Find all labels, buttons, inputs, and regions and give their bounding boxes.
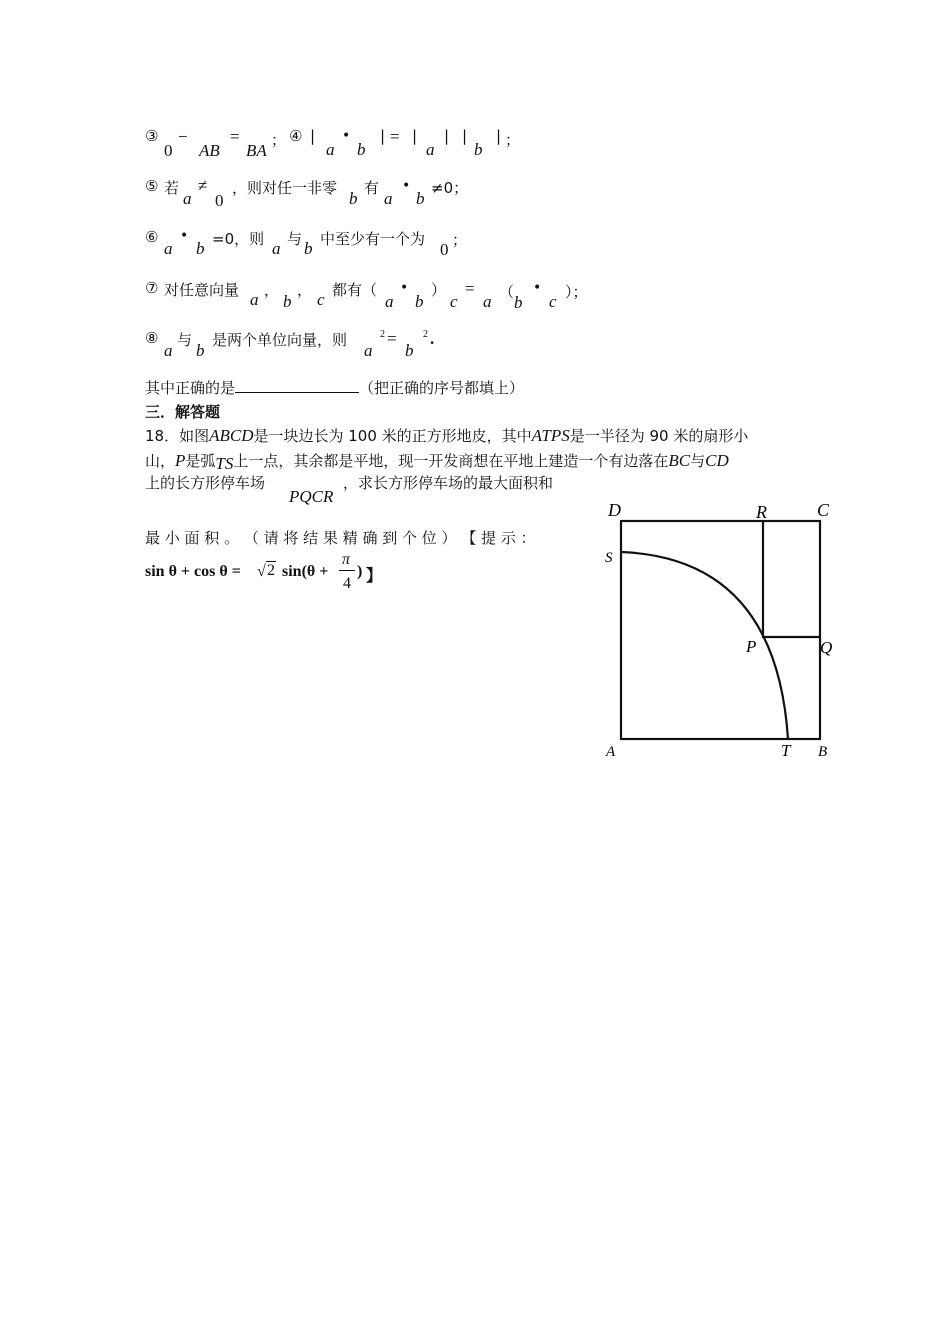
- problem-18-text-3: 山，: [145, 452, 176, 470]
- item-5-not-equal: ≠: [198, 176, 208, 195]
- item-7-vector-c-2: c: [450, 292, 458, 311]
- problem-18-text-1: 是一块边长为 100 米的正方形地皮，其中: [253, 427, 532, 445]
- item-8-vector-a-2: a: [364, 341, 373, 360]
- item-6-text: =0，则: [212, 230, 265, 248]
- item-3-equals: =: [230, 127, 240, 146]
- item-7-dot-1: •: [400, 280, 409, 296]
- item-7-comma-1: ，: [264, 281, 280, 299]
- geometry-figure: [596, 496, 866, 768]
- item-7-vector-a-3: a: [483, 292, 492, 311]
- item-6-vector-b-2: b: [304, 239, 313, 258]
- formula-four: 4: [343, 575, 351, 592]
- item-6-vector-a: a: [164, 239, 173, 258]
- problem-18-line-1: [145, 425, 748, 446]
- item-5-text: ，则对任一非零: [232, 179, 338, 197]
- item-6-zero-vector: 0: [440, 240, 449, 259]
- item-4-end: ；: [505, 131, 521, 149]
- item-7-comma-2: ，: [297, 281, 313, 299]
- item-8-equals: =: [387, 329, 397, 348]
- answer-blank[interactable]: [235, 377, 359, 393]
- item-8-number: ⑧: [145, 329, 159, 347]
- item-7-vector-b: b: [283, 292, 292, 311]
- item-4-equals: =: [390, 127, 400, 146]
- item-5-number: ⑤: [145, 177, 159, 195]
- item-8-vector-a: a: [164, 341, 173, 360]
- formula-bracket: 】: [366, 568, 383, 585]
- item-8-square-2: 2: [423, 329, 428, 340]
- item-7-vector-c: c: [317, 290, 325, 309]
- item-5-vector-b-2: b: [416, 189, 425, 208]
- problem-18-text-5: 上一点，其余都是平地，现一开发商想在平地上建造一个有边落在: [233, 452, 669, 470]
- item-4-vector-a-2: a: [426, 140, 435, 159]
- square-outline: [621, 521, 820, 739]
- formula-pi: π: [342, 551, 351, 568]
- item-4-bar-6: |: [496, 127, 502, 145]
- sqrt-argument: 2: [267, 562, 275, 579]
- item-4-bar-3: |: [412, 127, 418, 145]
- formula-close: ): [357, 563, 363, 580]
- item-4-number: ④: [289, 127, 303, 145]
- item-8-period: .: [430, 329, 435, 348]
- label-t: T: [781, 741, 791, 760]
- item-4-bar-5: |: [462, 127, 468, 145]
- problem-18-line-2: [145, 450, 729, 471]
- item-7-text-2: 都有（: [332, 281, 378, 299]
- side-cd: CD: [705, 451, 729, 470]
- problem-18-line-4: 最 小 面 积 。 （ 请 将 结 果 精 确 到 个 位 ） 【 提 示 ：: [145, 529, 536, 547]
- item-4-dot: •: [342, 128, 351, 144]
- item-3-minus: −: [178, 127, 188, 146]
- item-5-dot: •: [402, 178, 411, 194]
- item-7-vector-a-2: a: [385, 292, 394, 311]
- label-s: S: [605, 550, 613, 566]
- label-q: Q: [820, 638, 833, 657]
- label-p: P: [746, 637, 757, 656]
- problem-18-number: 18．如图: [145, 427, 210, 445]
- label-r: R: [756, 502, 767, 522]
- item-4-vector-b-2: b: [474, 140, 483, 159]
- item-6-semicolon: ；: [452, 231, 468, 249]
- item-4-bar-2: |: [380, 127, 386, 145]
- item-7-lparen: （: [499, 283, 515, 301]
- problem-18-text-2: 是一半径为 90 米的扇形小: [569, 427, 749, 445]
- parking-rectangle: [763, 521, 820, 637]
- point-p: P: [175, 451, 186, 470]
- item-7-vector-b-2: b: [415, 292, 424, 311]
- item-6-text-2: 中至少有一个为: [320, 230, 426, 248]
- item-7-dot-2: •: [533, 280, 542, 296]
- item-7-vector-a: a: [250, 290, 259, 309]
- item-7-vector-c-3: c: [549, 292, 557, 311]
- square-abcd: ABCD: [209, 426, 254, 445]
- item-5-vector-a-2: a: [384, 189, 393, 208]
- side-bc: BC: [668, 451, 691, 470]
- item-8-vector-b-2: b: [405, 341, 414, 360]
- item-8-text: 是两个单位向量，则: [212, 331, 348, 349]
- item-5-vector-a: a: [183, 189, 192, 208]
- item-7-end: ）；: [565, 283, 588, 301]
- item-5-tail: ≠0；: [431, 179, 469, 197]
- item-3-zero-vector: 0: [164, 141, 173, 160]
- item-7-text: 对任意向量: [164, 281, 240, 299]
- fraction-bar: [339, 570, 355, 571]
- answer-prompt-label: 其中正确的是: [145, 379, 236, 397]
- item-8-vector-b: b: [196, 341, 205, 360]
- answer-prompt-line: [145, 377, 524, 398]
- item-4-bar-4: |: [444, 127, 450, 145]
- item-3-vector-ba: BA: [246, 141, 267, 160]
- answer-prompt-hint: （把正确的序号都填上）: [359, 379, 525, 397]
- arc-ts: TS: [215, 454, 234, 473]
- item-5-if: 若: [164, 179, 180, 197]
- formula-lhs: sin θ + cos θ =: [145, 563, 241, 580]
- problem-18-and: 与: [690, 452, 706, 470]
- formula-sin: sin(θ +: [282, 563, 329, 580]
- item-7-equals: =: [465, 279, 475, 298]
- item-8-and: 与: [177, 331, 193, 349]
- label-d: D: [608, 500, 621, 520]
- item-6-vector-a-2: a: [272, 239, 281, 258]
- item-4-bar-1: |: [310, 127, 316, 145]
- item-4-vector-a: a: [326, 140, 335, 159]
- item-8-square-1: 2: [380, 329, 385, 340]
- sqrt-sign: √: [257, 563, 266, 580]
- label-c: C: [817, 500, 830, 520]
- item-7-rparen-1: ）: [431, 281, 447, 299]
- rectangle-pqcr: PQCR: [289, 487, 334, 506]
- item-4-vector-b: b: [357, 140, 366, 159]
- item-6-vector-b: b: [196, 239, 205, 258]
- item-6-dot: •: [180, 228, 189, 244]
- item-5-zero-vector: 0: [215, 191, 224, 210]
- item-3-number: ③: [145, 127, 159, 145]
- item-3-vector-ab: AB: [199, 141, 220, 160]
- problem-18-text-4: 是弧: [185, 452, 216, 470]
- item-5-have: 有: [364, 179, 380, 197]
- problem-18-line-3-start: 上的长方形停车场: [145, 474, 266, 492]
- problem-18-line-3-end: ，求长方形停车场的最大面积和: [343, 474, 554, 492]
- section-title: 三．解答题: [145, 403, 221, 421]
- item-7-number: ⑦: [145, 279, 159, 297]
- item-5-vector-b: b: [349, 189, 358, 208]
- item-7-vector-b-3: b: [514, 293, 523, 312]
- item-3-semicolon: ；: [271, 131, 287, 149]
- label-a: A: [606, 744, 616, 760]
- label-b: B: [818, 744, 828, 760]
- item-6-and: 与: [287, 230, 303, 248]
- sector-atps: ATPS: [531, 426, 570, 445]
- item-6-number: ⑥: [145, 228, 159, 246]
